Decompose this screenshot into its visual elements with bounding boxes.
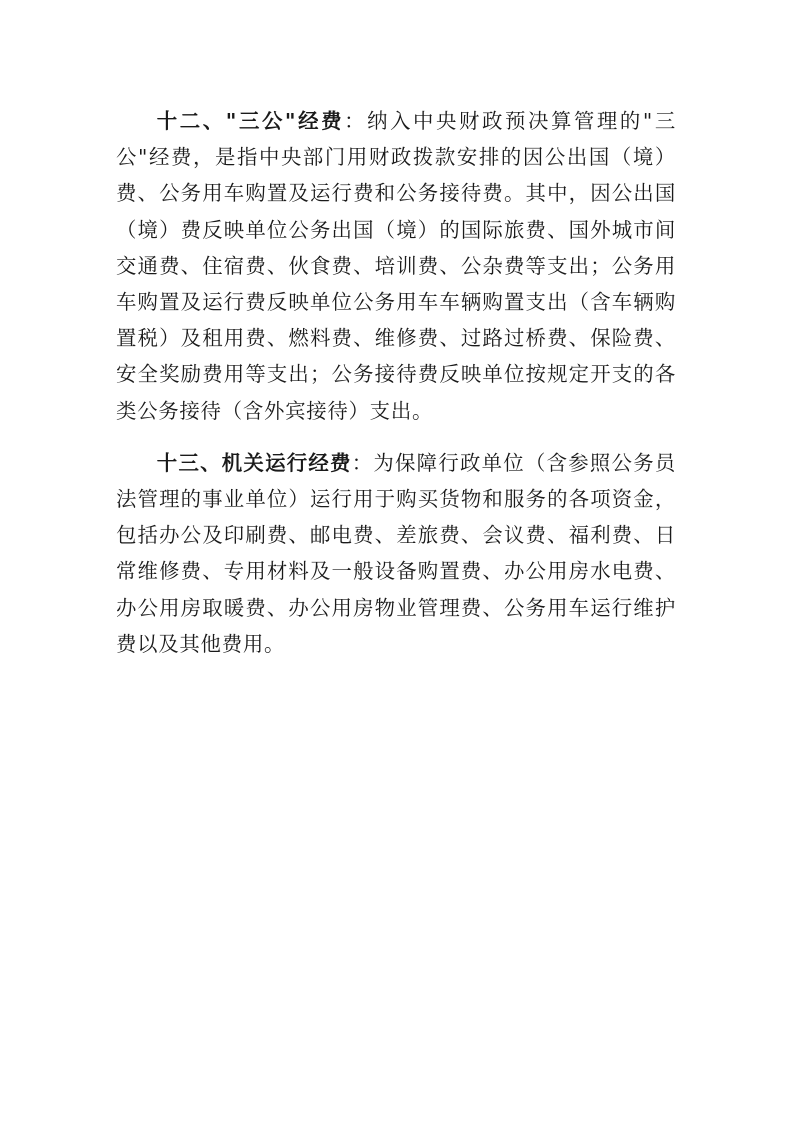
term-heading: 十二、"三公"经费 bbox=[156, 109, 345, 133]
term-heading: 十三、机关运行经费 bbox=[156, 450, 352, 475]
paragraph-text: ：为保障行政单位（含参照公务员法管理的事业单位）运行用于购买货物和服务的各项资金，包括办公及印刷费、邮电费、差旅费、会议费、福利费、日常维修费、专用材料及一般设备购置费、办公用房水电费、办公用房取暖费、办公用房物业管理费、公务用车运行维护费以及其他费用。 bbox=[116, 450, 677, 656]
paragraph-text: ：纳入中央财政预决算管理的"三公"经费，是指中央部门用财政拨款安排的因公出国（境）费、公务用车购置及运行费和公务接待费。其中，因公出国（境）费反映单位公务出国（境）的国际旅费、国外城市间交通费、住宿费、伙食费、培训费、公杂费等支出；公务用车购置及运行费反映单位公务用车车辆购置支出（含车辆购置税）及租用费、燃料费、维修费、过路过桥费、保险费、安全奖励费用等支出；公务接待费反映单位按规定开支的各类公务接待（含外宾接待）支出。 bbox=[116, 109, 676, 423]
paragraph-operating-expenses bbox=[116, 445, 676, 662]
paragraph-san-gong-expenses bbox=[116, 103, 676, 429]
document-body bbox=[116, 103, 676, 662]
